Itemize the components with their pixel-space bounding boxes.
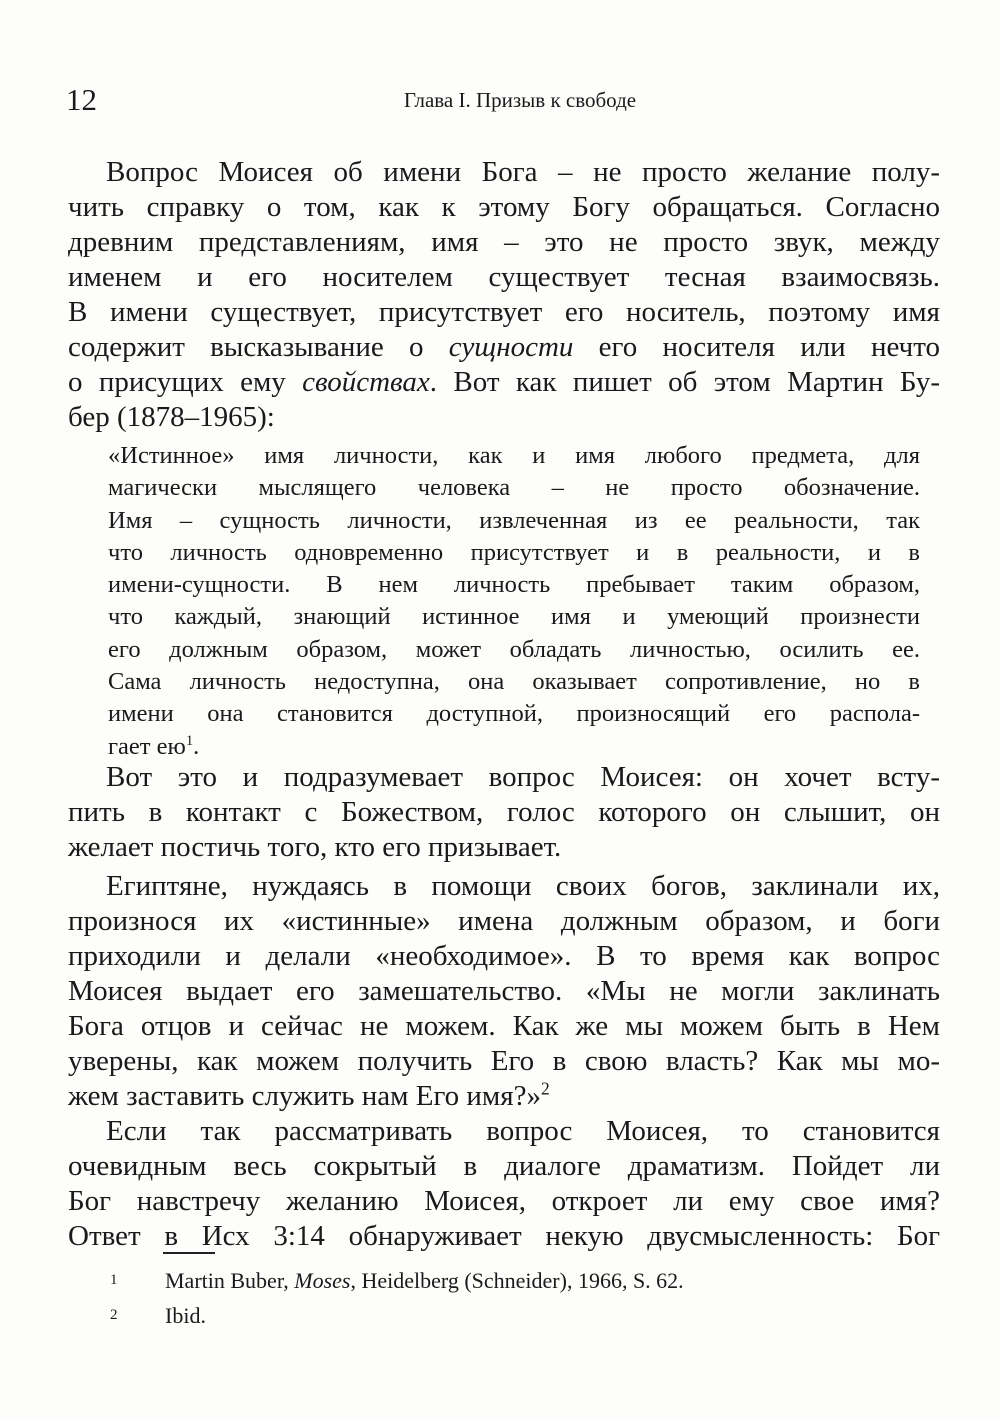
text-run: Имя – сущность личности, извлеченная из ее реальности, так	[108, 506, 920, 534]
text-run: пить в контакт с Божеством, голос которого он слышит, он	[68, 796, 940, 828]
text-run: Если так рассматривать вопрос Моисея, то становится	[106, 1115, 940, 1147]
text-line	[108, 634, 920, 666]
text-line	[68, 1044, 940, 1079]
text-line	[68, 365, 940, 400]
text-run: древним представлениям, имя – это не просто звук, между	[68, 226, 940, 258]
text-line	[68, 400, 940, 435]
text-run: Martin Buber,	[165, 1268, 295, 1293]
paragraph-1	[68, 155, 940, 435]
text-line	[68, 1219, 940, 1254]
text-run: Бог навстречу желанию Моисея, откроет ли ему свое имя?	[68, 1185, 940, 1217]
paragraph-4	[68, 1114, 940, 1254]
footnote-2	[110, 1303, 206, 1329]
text-line	[68, 795, 940, 830]
text-run: «Истинное» имя личности, как и имя любого предмета, для	[108, 442, 920, 469]
text-run: Ответ в Исх 3:14 обнаруживает некую двусмысленность: Бог	[68, 1220, 940, 1252]
text-run: жем заставить служить нам Его имя?»	[68, 1080, 541, 1112]
text-run: имени она становится доступной, произносящий его распола-	[108, 700, 920, 728]
text-line	[108, 601, 920, 633]
text-run: . Вот как пишет об этом Мартин Бу-	[429, 366, 940, 398]
italic-run: Moses	[294, 1268, 351, 1293]
text-run: бер (1878–1965):	[68, 401, 275, 433]
footnote-ref: 1	[185, 732, 194, 749]
text-line	[68, 330, 940, 365]
text-run: произнося их «истинные» имена должным образом, и боги	[68, 905, 940, 937]
text-run: Бога отцов и сейчас не можем. Как же мы можем быть в Нем	[68, 1010, 940, 1042]
text-line	[108, 666, 920, 698]
text-line	[108, 505, 920, 537]
footnote-divider	[163, 1252, 215, 1254]
text-run: что личность одновременно присутствует и в реальности, и в	[108, 538, 920, 566]
footnote-ref: 2	[540, 1078, 550, 1099]
text-run: Вот это и подразумевает вопрос Моисея: он хочет всту-	[106, 761, 940, 793]
text-run: уверены, как можем получить Его в свою власть? Как мы мо-	[68, 1045, 940, 1077]
text-line	[68, 1184, 940, 1219]
text-run: Ibid.	[165, 1303, 206, 1328]
text-run: гает ею	[108, 732, 186, 760]
text-run: В имени существует, присутствует его носитель, поэтому имя	[68, 296, 940, 328]
text-run: его должным образом, может обладать личностью, осилить ее.	[108, 635, 920, 663]
text-line	[68, 1149, 940, 1184]
text-line	[68, 869, 940, 904]
footnote-mark: 2	[110, 1307, 118, 1323]
paragraph-3	[68, 869, 940, 1114]
text-run: .	[193, 732, 200, 760]
text-run: о присущих ему	[68, 366, 303, 398]
text-line	[108, 440, 920, 472]
text-line	[68, 939, 940, 974]
text-run: Египтяне, нуждаясь в помощи своих богов, заклинали их,	[106, 870, 940, 902]
text-line	[68, 974, 940, 1009]
text-line	[68, 260, 940, 295]
text-line	[68, 830, 940, 865]
text-run: Сама личность недоступна, она оказывает сопротивление, но в	[108, 668, 920, 696]
text-line	[108, 698, 920, 730]
text-run: Моисея выдает его замешательство. «Мы не могли заклинать	[68, 975, 940, 1007]
text-line	[108, 569, 920, 601]
text-line	[68, 1114, 940, 1149]
text-line	[68, 760, 940, 795]
paragraph-2	[68, 760, 940, 865]
text-line	[68, 1009, 940, 1044]
text-run: имени-сущности. В нем личность пребывает таким образом,	[108, 571, 920, 599]
text-line	[108, 537, 920, 569]
text-run: очевидным весь сокрытый в диалоге драматизм. Пойдет ли	[68, 1150, 940, 1182]
running-title: Глава I. Призыв к свободе	[403, 88, 637, 112]
text-run: именем и его носителем существует тесная взаимосвязь.	[68, 261, 940, 293]
text-line	[68, 1079, 940, 1114]
footnote-mark: 1	[110, 1272, 118, 1288]
text-line	[68, 155, 940, 190]
text-run: Вопрос Моисея об имени Бога – не просто желание полу-	[106, 156, 940, 188]
italic-run: сущности	[448, 331, 574, 363]
text-run: приходили и делали «необходимое». В то время как вопрос	[68, 940, 940, 972]
text-line	[108, 472, 920, 504]
block-quote	[108, 440, 920, 763]
footnote-1	[110, 1268, 684, 1294]
text-run: что каждый, знающий истинное имя и умеющий произнести	[108, 603, 920, 631]
text-run: , Heidelberg (Schneider), 1966, S. 62.	[350, 1268, 684, 1293]
text-run: его носителя или нечто	[573, 331, 941, 363]
text-run: магически мыслящего человека – не просто обозначение.	[108, 474, 920, 502]
text-run: чить справку о том, как к этому Богу обращаться. Согласно	[68, 191, 940, 223]
text-line	[108, 731, 920, 763]
italic-run: свойствах	[302, 366, 430, 398]
text-run: содержит высказывание о	[68, 331, 449, 363]
text-line	[68, 225, 940, 260]
text-line	[68, 904, 940, 939]
text-run: желает постичь того, кто его призывает.	[68, 831, 562, 863]
text-line	[68, 295, 940, 330]
text-line	[68, 190, 940, 225]
page-number: 12	[66, 82, 97, 117]
